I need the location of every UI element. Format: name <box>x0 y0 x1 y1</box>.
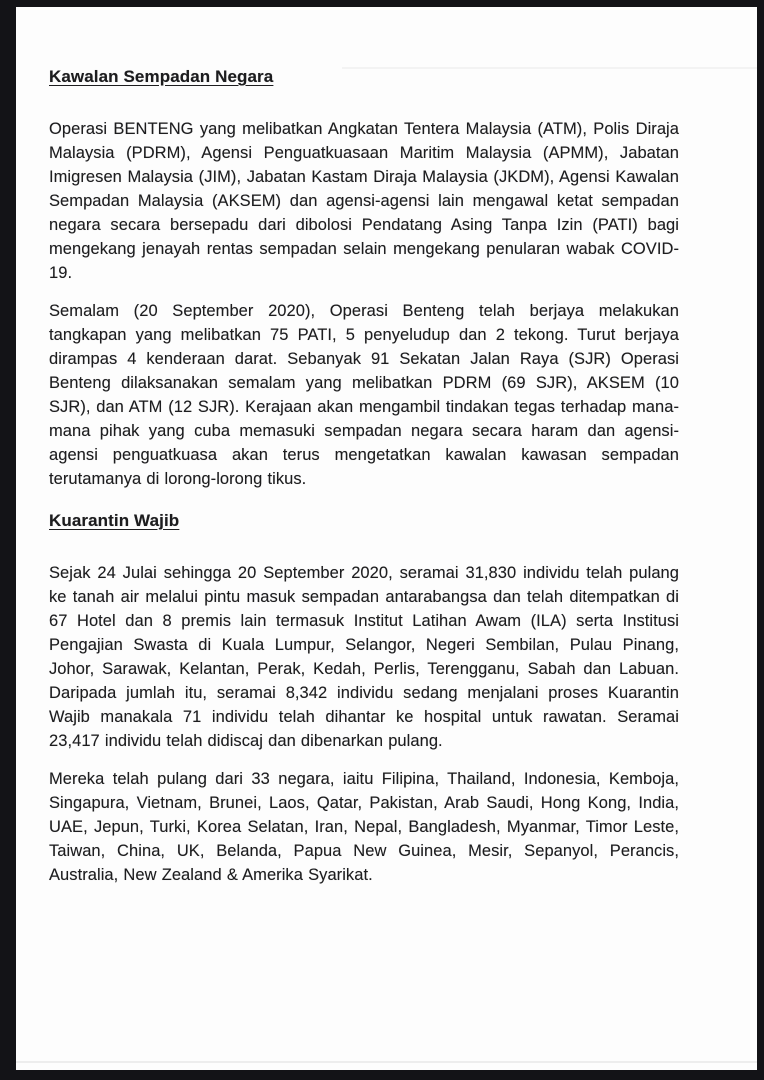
paragraph-tangkapan-semalam: Semalam (20 September 2020), Operasi Benteng telah berjaya melakukan tangkapan yang melibatkan 75 PATI, 5 penyeludup dan 2 tekong. Turut berjaya dirampas 4 kenderaan darat. Sebanyak 91 Sekatan Jalan Raya (SJR) Operasi Benteng dilaksanakan semalam yang melibatkan PDRM (69 SJR), AKSEM (10 SJR), dan ATM (12 SJR). Kerajaan akan mengambil tindakan tegas terhadap mana-mana pihak yang cuba memasuki sempadan negara secara haram dan agensi-agensi penguatkuasa akan terus mengetatkan kawalan kawasan sempadan terutamanya di lorong-lorong tikus. <box>49 302 679 488</box>
section-kawalan-sempadan-negara <box>49 65 679 491</box>
paragraph-operasi-benteng: Operasi BENTENG yang melibatkan Angkatan Tentera Malaysia (ATM), Polis Diraja Malaysia (PDRM), Agensi Penguatkuasaan Maritim Malaysia (APMM), Jabatan Imigresen Malaysia (JIM), Jabatan Kastam Diraja Malaysia (JKDM), Agensi Kawalan Sempadan Malaysia (AKSEM) dan agensi-agensi lain mengawal ketat sempadan negara secara bersepadu dari dibolosi Pendatang Asing Tanpa Izin (PATI) bagi mengekang jenayah rentas sempadan selain mengekang penularan wabak COVID-19. <box>49 120 679 282</box>
section-heading: Kawalan Sempadan Negara <box>49 67 274 86</box>
paragraph-statistik-kuarantin: Sejak 24 Julai sehingga 20 September 2020, seramai 31,830 individu telah pulang ke tanah air melalui pintu masuk sempadan antarabangsa dan telah ditempatkan di 67 Hotel dan 8 premis lain termasuk Institut Latihan Awam (ILA) serta Institusi Pengajian Swasta di Kuala Lumpur, Selangor, Negeri Sembilan, Pulau Pinang, Johor, Sarawak, Kelantan, Perak, Kedah, Perlis, Terengganu, Sabah dan Labuan. Daripada jumlah itu, seramai 8,342 individu sedang menjalani proses Kuarantin Wajib manakala 71 individu telah dihantar ke hospital untuk rawatan. Seramai 23,417 individu telah didiscaj dan dibenarkan pulang. <box>49 564 679 750</box>
scan-artifact-line <box>342 67 757 69</box>
document-page <box>16 7 757 1070</box>
document-content <box>16 7 757 887</box>
page-edge-shadow <box>16 1061 757 1063</box>
paragraph-senarai-negara: Mereka telah pulang dari 33 negara, iaitu Filipina, Thailand, Indonesia, Kemboja, Singapura, Vietnam, Brunei, Laos, Qatar, Pakistan, Arab Saudi, Hong Kong, India, UAE, Jepun, Turki, Korea Selatan, Iran, Nepal, Bangladesh, Myanmar, Timor Leste, Taiwan, China, UK, Belanda, Papua New Guinea, Mesir, Sepanyol, Perancis, Australia, New Zealand & Amerika Syarikat. <box>49 770 679 884</box>
section-heading: Kuarantin Wajib <box>49 511 180 530</box>
section-kuarantin-wajib <box>49 509 679 887</box>
